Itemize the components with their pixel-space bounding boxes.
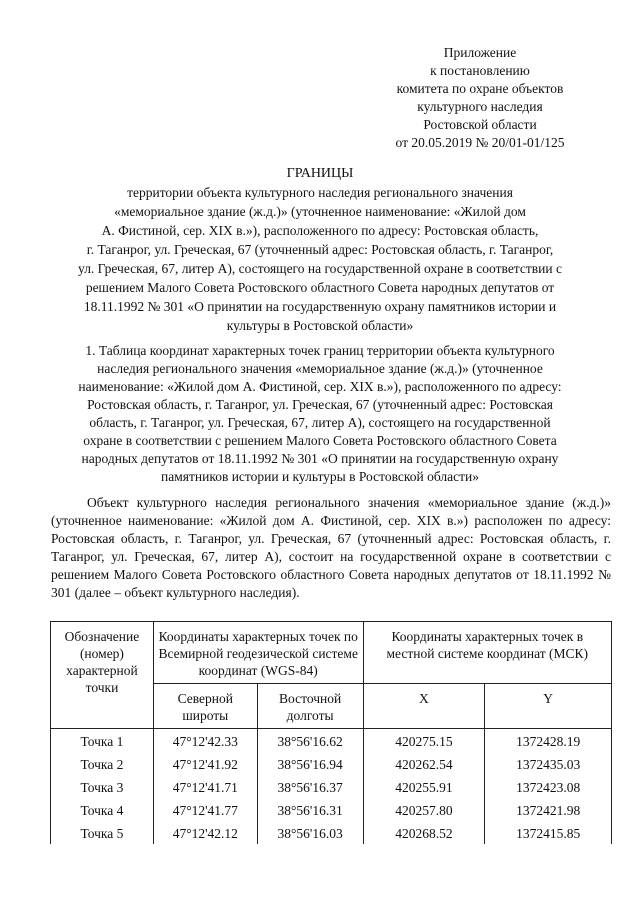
coordinates-table — [50, 621, 612, 844]
cell-x: 420262.54 — [363, 752, 485, 775]
cell-y: 1372428.19 — [485, 729, 612, 753]
appendix-line: Ростовской области — [423, 117, 537, 132]
table-row — [51, 729, 612, 753]
header-x: X — [363, 684, 485, 729]
header-msk: Координаты характерных точек в местной системе координат (МСК) — [363, 622, 611, 684]
cell-y: 1372415.85 — [485, 821, 612, 844]
appendix-line: комитета по охране объектов — [396, 81, 564, 96]
table-row — [51, 752, 612, 775]
title-line: территории объекта культурного наследия регионального значения — [127, 185, 513, 200]
cell-x: 420275.15 — [363, 729, 485, 753]
cell-point: Точка 1 — [51, 729, 154, 753]
section-line: охране в соответствии с решением Малого Совета Ростовского областного Совета — [83, 433, 557, 448]
section-line: памятников истории и культуры в Ростовской области» — [161, 469, 479, 484]
cell-x: 420257.80 — [363, 798, 485, 821]
section-line: Ростовская область, г. Таганрог, ул. Греческая, 67 (уточненный адрес: Ростовская — [87, 397, 553, 412]
header-designation: Обозначение (номер) характерной точки — [51, 622, 154, 729]
table-row — [51, 821, 612, 844]
appendix-line: культурного наследия — [417, 99, 543, 114]
cell-x: 420255.91 — [363, 775, 485, 798]
appendix-line: к постановлению — [430, 63, 530, 78]
header-east: Восточной долготы — [257, 684, 363, 729]
appendix-line: Приложение — [443, 45, 517, 60]
appendix-line: от 20.05.2019 № 20/01-01/125 — [395, 135, 565, 150]
cell-point: Точка 5 — [51, 821, 154, 844]
cell-lon: 38°56'16.03 — [257, 821, 363, 844]
appendix-block — [330, 44, 630, 152]
cell-point: Точка 3 — [51, 775, 154, 798]
section-line: наследия регионального значения «мемориальное здание (ж.д.)» (уточненное — [97, 361, 543, 376]
object-description-paragraph: Объект культурного наследия регионального значения «мемориальное здание (ж.д.)» (уточненное наименование: «Жилой дом А. Фистиной, сер. XIX в.») расположен по адресу: Ростовская область, г. Таганрог, ул. Греческая, 67 (уточненный адрес: Ростовская область, г. Таганрог, ул. Греческая, 67, литер А), состоит на государственной охране в соответствии с решением Малого Совета Ростовского областного Совета народных депутатов от 18.11.1992 № 301 (далее – объект культурного наследия). — [51, 495, 611, 600]
cell-lon: 38°56'16.94 — [257, 752, 363, 775]
document-heading: ГРАНИЦЫ — [286, 166, 354, 181]
table-row — [51, 798, 612, 821]
title-line: А. Фистиной, сер. XIX в.»), расположенного по адресу: Ростовская область, — [101, 223, 539, 238]
header-y: Y — [485, 684, 612, 729]
cell-point: Точка 2 — [51, 752, 154, 775]
title-line: ул. Греческая, 67, литер А), состоящего на государственной охране в соответствии с — [78, 261, 562, 276]
title-line: «мемориальное здание (ж.д.)» (уточненное наименование: «Жилой дом — [114, 204, 526, 219]
cell-x: 420268.52 — [363, 821, 485, 844]
cell-lon: 38°56'16.37 — [257, 775, 363, 798]
section-line: 1. Таблица координат характерных точек границ территории объекта культурного — [85, 343, 555, 358]
table-row — [51, 775, 612, 798]
header-wgs: Координаты характерных точек по Всемирной геодезической системе координат (WGS-84) — [153, 622, 363, 684]
title-line: г. Таганрог, ул. Греческая, 67 (уточненный адрес: Ростовская область, г. Таганрог, — [86, 242, 554, 257]
section-1-heading — [40, 342, 600, 486]
cell-lon: 38°56'16.62 — [257, 729, 363, 753]
title-line: решением Малого Совета Ростовского областного Совета народных депутатов от — [85, 280, 555, 295]
title-line: 18.11.1992 № 301 «О принятии на государственную охрану памятников истории и — [83, 299, 557, 314]
title-line: культуры в Ростовской области» — [226, 318, 414, 333]
cell-lat: 47°12'41.71 — [153, 775, 257, 798]
header-north: Северной широты — [153, 684, 257, 729]
cell-y: 1372423.08 — [485, 775, 612, 798]
cell-lat: 47°12'42.33 — [153, 729, 257, 753]
cell-lon: 38°56'16.31 — [257, 798, 363, 821]
section-line: народных депутатов от 18.11.1992 № 301 «О принятии на государственную охрану — [81, 451, 559, 466]
section-line: область, г. Таганрог, ул. Греческая, 67, литер А), состоящего на государственной — [89, 415, 551, 430]
cell-lat: 47°12'41.77 — [153, 798, 257, 821]
cell-lat: 47°12'41.92 — [153, 752, 257, 775]
cell-point: Точка 4 — [51, 798, 154, 821]
title-block — [30, 164, 610, 335]
cell-y: 1372421.98 — [485, 798, 612, 821]
cell-lat: 47°12'42.12 — [153, 821, 257, 844]
section-line: наименование: «Жилой дом А. Фистиной, сер. XIX в.»), расположенного по адресу: — [78, 379, 562, 394]
cell-y: 1372435.03 — [485, 752, 612, 775]
